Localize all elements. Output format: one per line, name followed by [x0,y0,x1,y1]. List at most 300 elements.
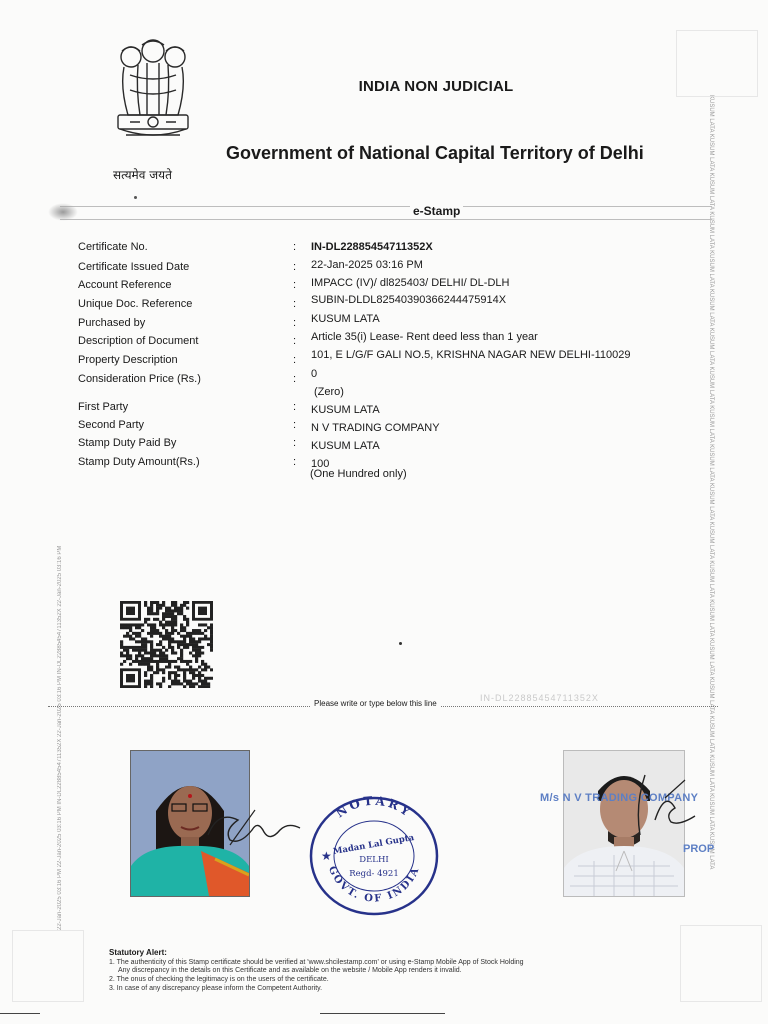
qr-module [150,626,153,629]
value-stamp-duty-paid-by: KUSUM LATA [311,440,380,452]
qr-module [192,685,195,688]
qr-module [141,637,144,640]
qr-module [210,677,213,680]
qr-module [138,646,141,649]
colon: : [293,354,297,366]
qr-module [150,607,153,610]
qr-module [171,680,174,683]
qr-module [204,637,207,640]
qr-module [138,654,141,657]
qr-module [198,671,201,674]
qr-module [189,643,192,646]
title-india-non-judicial: INDIA NON JUDICIAL [358,78,514,95]
qr-module [192,682,195,685]
qr-module [174,640,177,643]
qr-module [147,612,150,615]
faded-certificate-number: IN-DL22885454711352X [480,693,599,703]
qr-module [168,677,171,680]
qr-module [138,640,141,643]
qr-module [147,618,150,621]
qr-module [138,635,141,638]
qr-module [162,657,165,660]
qr-module [159,652,162,655]
colon: : [293,317,297,329]
value-unique-doc-reference: SUBIN-DLDL82540390366244475914X [311,294,507,306]
security-border-right: KUSUM LATA KUSUM LATA KUSUM LATA KUSUM LATA KUSUM LATA KUSUM LATA KUSUM LATA KUSUM LATA KUSUM LATA KUSUM LATA KUSUM LATA KUSUM LATA KUSUM LATA KUSUM LATA KUSUM LATA KUSUM LATA KUSUM LATA KUSUM LATA KUSUM LATA KUSUM LATA [708,95,714,870]
qr-module [165,629,168,632]
qr-module [201,668,204,671]
qr-module [174,666,177,669]
qr-module [204,666,207,669]
qr-module [144,674,147,677]
qr-module [135,646,138,649]
qr-module [138,663,141,666]
qr-module [162,618,165,621]
qr-module [183,677,186,680]
qr-module [177,612,180,615]
label-property-description: Property Description [78,354,178,366]
qr-module [180,626,183,629]
qr-module [144,621,147,624]
label-certificate-no: Certificate No. [78,241,148,253]
qr-module [171,671,174,674]
qr-module [156,604,159,607]
qr-module [159,682,162,685]
qr-module [147,623,150,626]
qr-module [141,643,144,646]
qr-module [144,671,147,674]
qr-module [177,646,180,649]
qr-module [189,640,192,643]
qr-module [210,629,213,632]
company-stamp-prop: PROP [683,843,715,855]
qr-module [156,649,159,652]
qr-module [168,663,171,666]
qr-module [162,654,165,657]
qr-module [189,637,192,640]
qr-module [180,635,183,638]
qr-module [171,637,174,640]
qr-module [171,612,174,615]
qr-module [150,660,153,663]
seal-regd: Regd- 4921 [349,869,399,879]
qr-module [132,637,135,640]
qr-module [168,640,171,643]
qr-module [138,649,141,652]
qr-module [147,682,150,685]
qr-module [156,668,159,671]
qr-module [186,663,189,666]
qr-module [162,635,165,638]
qr-module [171,682,174,685]
qr-module [210,649,213,652]
qr-module [183,671,186,674]
qr-module [195,652,198,655]
qr-module [171,626,174,629]
qr-module [189,680,192,683]
colon: : [293,401,297,413]
qr-module [180,657,183,660]
qr-module [168,632,171,635]
qr-module [147,607,150,610]
qr-module [198,640,201,643]
value-property-description: 101, E L/G/F GALI NO.5, KRISHNA NAGAR NEW DELHI-110029 [311,349,631,361]
qr-module [129,663,132,666]
qr-module [168,621,171,624]
qr-module [174,660,177,663]
qr-module [174,609,177,612]
colon: : [293,298,297,310]
qr-module [156,654,159,657]
qr-module [186,680,189,683]
qr-module [126,646,129,649]
qr-module [168,635,171,638]
qr-module [162,623,165,626]
qr-module [123,660,126,663]
value-purchased-by: KUSUM LATA [311,313,380,325]
qr-module [144,680,147,683]
qr-module [204,682,207,685]
qr-module [174,607,177,610]
qr-module [192,646,195,649]
qr-module [120,652,123,655]
title-government: Government of National Capital Territory of Delhi [226,143,644,163]
qr-module [207,685,210,688]
qr-module [153,618,156,621]
qr-module [150,652,153,655]
qr-module [156,629,159,632]
qr-module [174,680,177,683]
qr-module [168,646,171,649]
qr-module [204,677,207,680]
qr-module [144,657,147,660]
qr-module [198,666,201,669]
value-consideration-words: (Zero) [314,386,344,398]
qr-module [192,640,195,643]
qr-module [183,685,186,688]
label-consideration-price: Consideration Price (Rs.) [78,373,201,385]
estamp-band [60,206,712,220]
qr-module [210,668,213,671]
value-consideration-price: 0 [311,368,318,380]
qr-finder-pattern [198,607,207,615]
qr-module [156,671,159,674]
qr-module [153,629,156,632]
qr-module [168,643,171,646]
qr-module [183,643,186,646]
qr-module [129,654,132,657]
qr-module [129,646,132,649]
qr-module [123,623,126,626]
qr-module [150,654,153,657]
qr-module [162,677,165,680]
qr-module [135,640,138,643]
qr-module [123,626,126,629]
colon: : [293,241,297,253]
qr-module [198,629,201,632]
qr-module [129,635,132,638]
value-issued-date: 22-Jan-2025 03:16 PM [311,259,423,271]
qr-module [168,660,171,663]
qr-module [156,618,159,621]
qr-module [126,626,129,629]
qr-module [180,604,183,607]
qr-module [168,685,171,688]
qr-module [156,643,159,646]
value-certificate-no: IN-DL22885454711352X [311,241,433,253]
label-second-party: Second Party [78,419,145,431]
first-party-signature [200,795,320,855]
qr-module [204,668,207,671]
qr-module [123,635,126,638]
qr-module [204,680,207,683]
qr-module [210,635,213,638]
notary-seal [305,790,443,918]
qr-module [147,666,150,669]
qr-module [207,682,210,685]
qr-module [141,646,144,649]
qr-module [162,652,165,655]
qr-module [126,652,129,655]
statutory-alert-line-4: 3. In case of any discrepancy please inform the Competent Authority. [109,985,323,992]
qr-module [141,663,144,666]
qr-module [150,623,153,626]
qr-module [171,618,174,621]
qr-finder-pattern [126,607,135,615]
qr-module [195,640,198,643]
qr-module [174,671,177,674]
qr-module [195,632,198,635]
qr-module [192,649,195,652]
qr-module [186,668,189,671]
qr-module [159,668,162,671]
qr-module [132,632,135,635]
qr-module [153,660,156,663]
qr-module [201,660,204,663]
qr-module [183,635,186,638]
qr-module [189,671,192,674]
qr-module [126,623,129,626]
label-stamp-duty-amount: Stamp Duty Amount(Rs.) [78,456,200,468]
qr-module [168,674,171,677]
statutory-alert-line-3: 2. The onus of checking the legitimacy is on the users of the certificate. [109,976,329,983]
qr-module [135,626,138,629]
band-shadow-left [48,203,78,221]
qr-module [147,680,150,683]
qr-module [126,649,129,652]
qr-module [171,601,174,604]
qr-module [165,660,168,663]
qr-module [177,680,180,683]
qr-module [198,677,201,680]
qr-module [210,640,213,643]
qr-module [192,643,195,646]
qr-module [162,637,165,640]
qr-module [120,646,123,649]
qr-module [192,671,195,674]
qr-module [195,649,198,652]
qr-module [189,632,192,635]
qr-module [132,649,135,652]
qr-module [147,640,150,643]
qr-module [186,643,189,646]
seal-top-text: NOTARY [333,793,415,821]
qr-module [168,615,171,618]
colon: : [293,419,297,431]
qr-module [153,654,156,657]
qr-module [201,682,204,685]
qr-module [171,604,174,607]
qr-module [174,601,177,604]
qr-module [147,609,150,612]
qr-module [156,601,159,604]
qr-module [174,621,177,624]
qr-module [204,629,207,632]
qr-module [150,629,153,632]
qr-module [204,635,207,638]
qr-module [162,660,165,663]
qr-module [147,660,150,663]
qr-module [177,643,180,646]
qr-module [135,635,138,638]
qr-module [159,623,162,626]
qr-module [189,635,192,638]
qr-module [159,657,162,660]
qr-module [150,685,153,688]
qr-module [165,609,168,612]
qr-module [144,640,147,643]
qr-module [177,657,180,660]
qr-module [168,612,171,615]
qr-module [165,632,168,635]
qr-module [207,643,210,646]
qr-module [177,609,180,612]
qr-module [186,660,189,663]
qr-module [120,623,123,626]
qr-module [150,682,153,685]
qr-module [159,685,162,688]
qr-module [201,646,204,649]
qr-module [183,629,186,632]
qr-module [171,609,174,612]
qr-module [201,623,204,626]
qr-module [120,640,123,643]
qr-module [180,660,183,663]
qr-module [144,685,147,688]
qr-module [165,637,168,640]
qr-module [165,635,168,638]
qr-module [180,643,183,646]
qr-module [183,680,186,683]
qr-module [195,643,198,646]
qr-module [207,677,210,680]
qr-module [198,646,201,649]
seal-bottom-text: GOVT. OF INDIA [325,864,423,905]
qr-module [180,652,183,655]
qr-module [156,666,159,669]
qr-module [180,682,183,685]
qr-module [150,680,153,683]
qr-module [141,640,144,643]
qr-module [150,640,153,643]
qr-module [186,621,189,624]
qr-module [126,635,129,638]
qr-module [201,663,204,666]
qr-module [201,685,204,688]
label-issued-date: Certificate Issued Date [78,261,190,273]
qr-module [183,668,186,671]
label-first-party: First Party [78,401,129,413]
qr-module [153,601,156,604]
qr-module [162,671,165,674]
qr-module [192,654,195,657]
qr-module [159,640,162,643]
qr-module [159,632,162,635]
qr-module [183,626,186,629]
qr-module [156,607,159,610]
statutory-alert-line-1: 1. The authenticity of this Stamp certificate should be verified at 'www.shcilestamp.com' or using e-Stamp Mobile App of Stock Holding [109,959,524,966]
qr-module [186,632,189,635]
qr-module [201,680,204,683]
qr-module [150,646,153,649]
qr-module [153,612,156,615]
bottom-rule-left [0,1013,40,1014]
qr-module [180,654,183,657]
qr-module [210,643,213,646]
qr-module [153,649,156,652]
qr-module [180,609,183,612]
qr-module [180,629,183,632]
qr-module [168,623,171,626]
bottom-rule-center [320,1013,445,1014]
qr-module [183,618,186,621]
qr-module [171,621,174,624]
qr-module [171,652,174,655]
qr-finder-pattern [126,674,135,682]
qr-module [150,674,153,677]
qr-module [201,652,204,655]
qr-module [165,615,168,618]
qr-module [198,652,201,655]
qr-module [198,674,201,677]
qr-module [192,668,195,671]
qr-module [192,677,195,680]
qr-module [156,663,159,666]
qr-module [189,652,192,655]
qr-module [150,604,153,607]
qr-module [147,663,150,666]
qr-module [144,618,147,621]
qr-module [153,626,156,629]
qr-module [171,629,174,632]
qr-module [159,604,162,607]
qr-module [171,660,174,663]
qr-module [207,637,210,640]
qr-module [168,609,171,612]
statutory-alert-line-2: Any discrepancy in the details on this Certificate and as available on the website / Mobile App renders it invalid. [118,967,462,974]
qr-module [171,623,174,626]
qr-module [171,632,174,635]
qr-module [195,629,198,632]
qr-module [183,601,186,604]
corner-ornament-bottom-left [12,930,84,1002]
qr-module [177,607,180,610]
label-stamp-duty-paid-by: Stamp Duty Paid By [78,437,177,449]
qr-module [129,657,132,660]
qr-module [189,666,192,669]
qr-module [162,668,165,671]
qr-module [144,682,147,685]
